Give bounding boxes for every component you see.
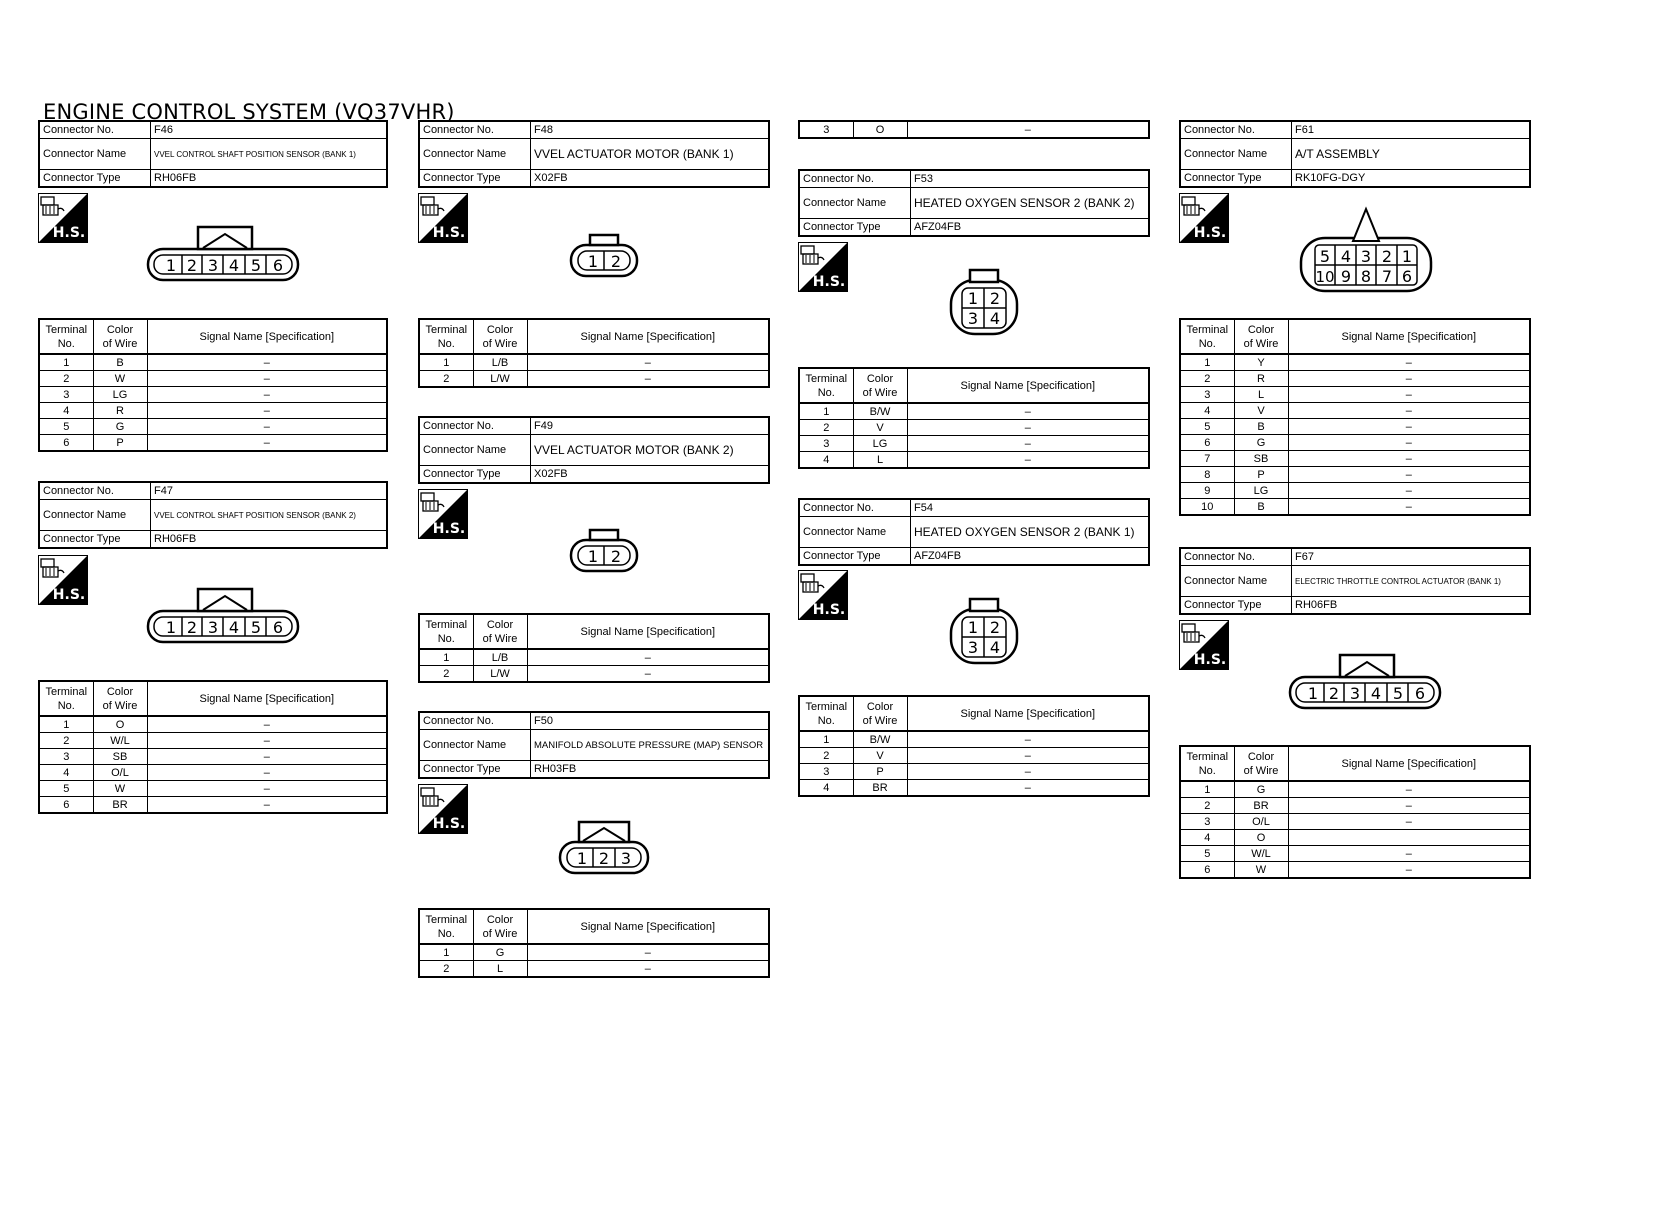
wire-color-cell: O/L bbox=[1234, 814, 1288, 830]
wire-color-cell: LG bbox=[93, 387, 147, 403]
harness-side-icon bbox=[798, 570, 848, 620]
pin-label: 7 bbox=[1381, 267, 1393, 286]
wire-color-cell: Y bbox=[1234, 354, 1288, 371]
table-row bbox=[799, 121, 1149, 138]
pin-label: 5 bbox=[1319, 247, 1331, 266]
page-title: ENGINE CONTROL SYSTEM (VQ37VHR) bbox=[43, 100, 455, 124]
table-row bbox=[1180, 467, 1530, 483]
wire-color-cell: L/B bbox=[473, 354, 527, 371]
terminal-no-cell: 6 bbox=[1180, 862, 1234, 879]
signal-name-cell: – bbox=[527, 961, 769, 978]
signal-name-cell: – bbox=[147, 733, 387, 749]
terminal-no-cell: 3 bbox=[1180, 387, 1234, 403]
terminal-no-cell: 3 bbox=[39, 749, 93, 765]
pin-label: 6 bbox=[1414, 684, 1426, 703]
table-row bbox=[39, 371, 387, 387]
terminal-no-cell: 1 bbox=[1180, 781, 1234, 798]
pin-label: 4 bbox=[1370, 684, 1382, 703]
pin-label: 3 bbox=[620, 849, 632, 868]
connector-face-f50 bbox=[557, 817, 653, 877]
terminal-no-cell: 2 bbox=[39, 371, 93, 387]
terminal-no-cell: 4 bbox=[799, 452, 853, 469]
signal-name-cell: – bbox=[147, 716, 387, 733]
terminal-no-cell: 4 bbox=[39, 765, 93, 781]
pin-label: 2 bbox=[610, 252, 622, 271]
pin-label: 5 bbox=[1392, 684, 1404, 703]
connector-no: F67 bbox=[1292, 548, 1531, 566]
connector-info-f61: Connector No. F61 Connector Name A/T ASSEMBLY Connector Type RK10FG-DGY bbox=[1179, 120, 1531, 188]
terminal-no-cell: 4 bbox=[1180, 403, 1234, 419]
hs-badge-label: H.S. bbox=[432, 816, 466, 832]
terminal-no-cell: 3 bbox=[799, 121, 853, 138]
signal-name-cell: – bbox=[147, 354, 387, 371]
table-row bbox=[1180, 371, 1530, 387]
signal-name-cell: – bbox=[907, 780, 1149, 797]
terminal-no-cell: 4 bbox=[39, 403, 93, 419]
pin-label: 3 bbox=[967, 638, 979, 657]
connector-face-f67 bbox=[1287, 652, 1447, 712]
signal-name-cell: – bbox=[1288, 387, 1530, 403]
terminal-table-f46: Terminal No. Color of Wire Signal Name [Specification] 1 B – 2 W – 3 LG – 4 R – 5 G – 6 P – bbox=[38, 318, 388, 452]
hs-badge-label: H.S. bbox=[52, 225, 86, 241]
terminal-no-cell: 7 bbox=[1180, 451, 1234, 467]
terminal-no-cell: 2 bbox=[419, 666, 473, 683]
table-row bbox=[1180, 499, 1530, 516]
terminal-no-cell: 1 bbox=[419, 649, 473, 666]
connector-no: F53 bbox=[911, 170, 1150, 188]
pin-label: 3 bbox=[1360, 247, 1372, 266]
connector-name: VVEL CONTROL SHAFT POSITION SENSOR (BANK 2) bbox=[151, 500, 388, 531]
signal-name-cell: – bbox=[527, 944, 769, 961]
table-row bbox=[419, 961, 769, 978]
connector-no: F50 bbox=[531, 712, 770, 730]
table-row bbox=[1180, 403, 1530, 419]
table-row bbox=[1180, 451, 1530, 467]
wire-color-cell: W bbox=[93, 371, 147, 387]
wire-color-cell: L bbox=[473, 961, 527, 978]
wire-color-cell: O bbox=[1234, 830, 1288, 846]
signal-name-cell: – bbox=[907, 764, 1149, 780]
table-row bbox=[39, 733, 387, 749]
pin-label: 2 bbox=[1381, 247, 1393, 266]
table-row bbox=[39, 749, 387, 765]
signal-name-cell: – bbox=[1288, 798, 1530, 814]
wire-color-cell: SB bbox=[1234, 451, 1288, 467]
connector-info-f49: Connector No. F49 Connector Name VVEL ACTUATOR MOTOR (BANK 2) Connector Type X02FB bbox=[418, 416, 770, 484]
pin-label: 4 bbox=[989, 309, 1001, 328]
signal-name-cell: – bbox=[147, 781, 387, 797]
terminal-no-cell: 2 bbox=[1180, 371, 1234, 387]
table-row bbox=[419, 354, 769, 371]
signal-name-cell: – bbox=[527, 354, 769, 371]
terminal-no-cell: 1 bbox=[799, 731, 853, 748]
pin-label: 4 bbox=[228, 256, 240, 275]
pin-label: 3 bbox=[207, 618, 219, 637]
table-row bbox=[39, 716, 387, 733]
pin-label: 2 bbox=[186, 256, 198, 275]
terminal-no-cell: 9 bbox=[1180, 483, 1234, 499]
wire-color-cell: P bbox=[1234, 467, 1288, 483]
connector-info-f50: Connector No. F50 Connector Name MANIFOLD ABSOLUTE PRESSURE (MAP) SENSOR Connector Type RH03FB bbox=[418, 711, 770, 779]
wire-color-cell: W/L bbox=[93, 733, 147, 749]
wire-color-cell: O bbox=[93, 716, 147, 733]
table-row bbox=[799, 420, 1149, 436]
harness-side-icon bbox=[418, 784, 468, 834]
harness-side-icon bbox=[798, 242, 848, 292]
pin-label: 1 bbox=[576, 849, 588, 868]
wire-color-cell: BR bbox=[1234, 798, 1288, 814]
pin-label: 3 bbox=[207, 256, 219, 275]
hs-badge-label: H.S. bbox=[1193, 652, 1227, 668]
signal-name-cell: – bbox=[907, 731, 1149, 748]
connector-info-f46: Connector No. F46 Connector Name VVEL CONTROL SHAFT POSITION SENSOR (BANK 1) Connector Type RH06FB bbox=[38, 120, 388, 188]
wire-color-cell: R bbox=[1234, 371, 1288, 387]
connector-type: RH06FB bbox=[1292, 597, 1531, 615]
table-row bbox=[799, 731, 1149, 748]
connector-info-f47: Connector No. F47 Connector Name VVEL CONTROL SHAFT POSITION SENSOR (BANK 2) Connector Type RH06FB bbox=[38, 481, 388, 549]
signal-name-cell: – bbox=[527, 666, 769, 683]
wire-color-cell: BR bbox=[93, 797, 147, 814]
terminal-no-cell: 5 bbox=[39, 781, 93, 797]
signal-name-cell: – bbox=[527, 649, 769, 666]
signal-name-cell: – bbox=[907, 436, 1149, 452]
harness-side-icon bbox=[418, 193, 468, 243]
signal-name-cell: – bbox=[147, 435, 387, 452]
connector-name: HEATED OXYGEN SENSOR 2 (BANK 2) bbox=[911, 188, 1150, 219]
terminal-no-cell: 1 bbox=[419, 354, 473, 371]
terminal-no-cell: 2 bbox=[799, 420, 853, 436]
terminal-no-cell: 5 bbox=[1180, 846, 1234, 862]
table-row bbox=[419, 944, 769, 961]
table-row bbox=[419, 666, 769, 683]
wire-color-cell: G bbox=[1234, 435, 1288, 451]
connector-info-f67: Connector No. F67 Connector Name ELECTRIC THROTTLE CONTROL ACTUATOR (BANK 1) Connector Type RH06FB bbox=[1179, 547, 1531, 615]
terminal-table-f50: Terminal No. Color of Wire Signal Name [Specification] 1 G – 2 L – bbox=[418, 908, 770, 978]
signal-name-cell: – bbox=[1288, 371, 1530, 387]
wire-color-cell: L/B bbox=[473, 649, 527, 666]
pin-label: 10 bbox=[1315, 268, 1335, 286]
signal-name-cell: – bbox=[527, 371, 769, 388]
connector-name: ELECTRIC THROTTLE CONTROL ACTUATOR (BANK 1) bbox=[1292, 566, 1531, 597]
connector-type: RH06FB bbox=[151, 170, 388, 188]
signal-name-cell: – bbox=[1288, 499, 1530, 516]
pin-label: 2 bbox=[989, 618, 1001, 637]
table-row bbox=[799, 780, 1149, 797]
signal-name-cell: – bbox=[907, 420, 1149, 436]
connector-face-f47 bbox=[145, 586, 305, 646]
wire-color-cell: B/W bbox=[853, 731, 907, 748]
wire-color-cell: LG bbox=[1234, 483, 1288, 499]
connector-name: VVEL CONTROL SHAFT POSITION SENSOR (BANK 1) bbox=[151, 139, 388, 170]
table-row bbox=[39, 765, 387, 781]
table-row bbox=[1180, 814, 1530, 830]
pin-label: 4 bbox=[228, 618, 240, 637]
connector-type: X02FB bbox=[531, 466, 770, 484]
pin-label: 1 bbox=[967, 289, 979, 308]
terminal-no-cell: 1 bbox=[419, 944, 473, 961]
table-row bbox=[39, 419, 387, 435]
connector-info-f53: Connector No. F53 Connector Name HEATED OXYGEN SENSOR 2 (BANK 2) Connector Type AFZ04FB bbox=[798, 169, 1150, 237]
table-row bbox=[799, 403, 1149, 420]
table-row bbox=[1180, 387, 1530, 403]
table-row bbox=[799, 748, 1149, 764]
pin-label: 1 bbox=[165, 618, 177, 637]
terminal-no-cell: 4 bbox=[799, 780, 853, 797]
connector-name: HEATED OXYGEN SENSOR 2 (BANK 1) bbox=[911, 517, 1150, 548]
signal-name-cell: – bbox=[1288, 814, 1530, 830]
table-row bbox=[39, 435, 387, 452]
signal-name-cell: – bbox=[1288, 862, 1530, 879]
pin-label: 1 bbox=[967, 618, 979, 637]
pin-label: 1 bbox=[587, 252, 599, 271]
wire-color-cell: V bbox=[1234, 403, 1288, 419]
terminal-no-cell: 3 bbox=[39, 387, 93, 403]
table-row bbox=[1180, 798, 1530, 814]
signal-name-cell: – bbox=[147, 403, 387, 419]
pin-label: 2 bbox=[610, 547, 622, 566]
terminal-no-cell: 5 bbox=[39, 419, 93, 435]
connector-type: X02FB bbox=[531, 170, 770, 188]
hs-badge-label: H.S. bbox=[812, 274, 846, 290]
terminal-no-cell: 1 bbox=[39, 716, 93, 733]
wire-color-cell: G bbox=[473, 944, 527, 961]
wire-color-cell: LG bbox=[853, 436, 907, 452]
signal-name-cell: – bbox=[1288, 781, 1530, 798]
terminal-no-cell: 6 bbox=[39, 797, 93, 814]
pin-label: 8 bbox=[1360, 267, 1372, 286]
pin-label: 5 bbox=[250, 618, 262, 637]
wire-color-cell: B/W bbox=[853, 403, 907, 420]
signal-name-cell: – bbox=[1288, 435, 1530, 451]
signal-name-cell: – bbox=[147, 419, 387, 435]
connector-no: F61 bbox=[1292, 121, 1531, 139]
table-row bbox=[1180, 354, 1530, 371]
terminal-no-cell: 1 bbox=[799, 403, 853, 420]
signal-name-cell: – bbox=[907, 121, 1149, 138]
terminal-table-f50-continued bbox=[798, 120, 1150, 139]
terminal-table-f53: Terminal No. Color of Wire Signal Name [Specification] 1 B/W – 2 V – 3 LG – 4 L – bbox=[798, 367, 1150, 469]
connector-face-f46 bbox=[145, 224, 305, 284]
signal-name-cell: – bbox=[1288, 419, 1530, 435]
table-row bbox=[419, 649, 769, 666]
table-row bbox=[1180, 846, 1530, 862]
pin-label: 1 bbox=[1401, 247, 1413, 266]
table-row bbox=[39, 354, 387, 371]
terminal-table-f67: Terminal No. Color of Wire Signal Name [Specification] 1 G – 2 BR – 3 O/L – 4 O 5 W/L – 6 W – bbox=[1179, 745, 1531, 879]
harness-side-icon bbox=[418, 489, 468, 539]
connector-no: F54 bbox=[911, 499, 1150, 517]
terminal-no-cell: 2 bbox=[419, 371, 473, 388]
terminal-no-cell: 3 bbox=[799, 436, 853, 452]
wire-color-cell: P bbox=[93, 435, 147, 452]
signal-name-cell: – bbox=[1288, 483, 1530, 499]
connector-name: VVEL ACTUATOR MOTOR (BANK 1) bbox=[531, 139, 770, 170]
connector-face-f48 bbox=[568, 232, 642, 280]
connector-no: F49 bbox=[531, 417, 770, 435]
harness-side-icon bbox=[1179, 193, 1229, 243]
wire-color-cell: G bbox=[93, 419, 147, 435]
pin-label: 1 bbox=[1307, 684, 1319, 703]
connector-info-f48: Connector No. F48 Connector Name VVEL ACTUATOR MOTOR (BANK 1) Connector Type X02FB bbox=[418, 120, 770, 188]
terminal-table-f49: Terminal No. Color of Wire Signal Name [Specification] 1 L/B – 2 L/W – bbox=[418, 613, 770, 683]
terminal-table-f47: Terminal No. Color of Wire Signal Name [Specification] 1 O – 2 W/L – 3 SB – 4 O/L – 5 W – 6 BR – bbox=[38, 680, 388, 814]
wire-color-cell: G bbox=[1234, 781, 1288, 798]
hs-badge-label: H.S. bbox=[52, 587, 86, 603]
terminal-table-f48: Terminal No. Color of Wire Signal Name [Specification] 1 L/B – 2 L/W – bbox=[418, 318, 770, 388]
pin-label: 6 bbox=[272, 256, 284, 275]
connector-no: F46 bbox=[151, 121, 388, 139]
signal-name-cell: – bbox=[147, 765, 387, 781]
wire-color-cell: SB bbox=[93, 749, 147, 765]
signal-name-cell: – bbox=[1288, 403, 1530, 419]
connector-name: A/T ASSEMBLY bbox=[1292, 139, 1531, 170]
table-row bbox=[1180, 419, 1530, 435]
signal-name-cell: – bbox=[147, 797, 387, 814]
connector-type: RK10FG-DGY bbox=[1292, 170, 1531, 188]
terminal-no-cell: 3 bbox=[1180, 814, 1234, 830]
harness-side-icon bbox=[1179, 620, 1229, 670]
signal-name-cell: – bbox=[907, 403, 1149, 420]
table-row bbox=[1180, 483, 1530, 499]
signal-name-cell: – bbox=[1288, 467, 1530, 483]
terminal-table-f54: Terminal No. Color of Wire Signal Name [Specification] 1 B/W – 2 V – 3 P – 4 BR – bbox=[798, 695, 1150, 797]
hs-badge-label: H.S. bbox=[432, 225, 466, 241]
table-row bbox=[39, 797, 387, 814]
wire-color-cell: L/W bbox=[473, 371, 527, 388]
wire-color-cell: V bbox=[853, 420, 907, 436]
pin-label: 2 bbox=[598, 849, 610, 868]
pin-label: 4 bbox=[989, 638, 1001, 657]
signal-name-cell: – bbox=[147, 387, 387, 403]
pin-label: 2 bbox=[989, 289, 1001, 308]
wire-color-cell: B bbox=[1234, 499, 1288, 516]
terminal-no-cell: 8 bbox=[1180, 467, 1234, 483]
table-row bbox=[39, 403, 387, 419]
terminal-no-cell: 4 bbox=[1180, 830, 1234, 846]
table-row bbox=[1180, 830, 1530, 846]
terminal-no-cell: 2 bbox=[419, 961, 473, 978]
pin-label: 9 bbox=[1340, 267, 1352, 286]
connector-type: AFZ04FB bbox=[911, 548, 1150, 566]
terminal-table-f61: Terminal No. Color of Wire Signal Name [Specification] 1 Y – 2 R – 3 L – 4 V – 5 B – 6 G – 7 SB – 8 P – 9 LG – 10 B – bbox=[1179, 318, 1531, 516]
harness-side-icon bbox=[38, 555, 88, 605]
signal-name-cell: – bbox=[1288, 451, 1530, 467]
pin-label: 2 bbox=[1328, 684, 1340, 703]
wire-color-cell: O bbox=[853, 121, 907, 138]
signal-name-cell bbox=[1288, 830, 1530, 846]
terminal-no-cell: 1 bbox=[39, 354, 93, 371]
wire-color-cell: B bbox=[1234, 419, 1288, 435]
connector-face-f54 bbox=[948, 595, 1022, 667]
terminal-no-cell: 2 bbox=[1180, 798, 1234, 814]
harness-side-icon bbox=[38, 193, 88, 243]
table-row bbox=[799, 452, 1149, 469]
hs-badge-label: H.S. bbox=[1193, 225, 1227, 241]
pin-label: 4 bbox=[1340, 247, 1352, 266]
wire-color-cell: W bbox=[93, 781, 147, 797]
signal-name-cell: – bbox=[147, 749, 387, 765]
wire-color-cell: L bbox=[1234, 387, 1288, 403]
wire-color-cell: O/L bbox=[93, 765, 147, 781]
connector-type: RH03FB bbox=[531, 761, 770, 779]
table-row bbox=[799, 436, 1149, 452]
signal-name-cell: – bbox=[907, 452, 1149, 469]
terminal-no-cell: 2 bbox=[799, 748, 853, 764]
wire-color-cell: L bbox=[853, 452, 907, 469]
wire-color-cell: V bbox=[853, 748, 907, 764]
pin-label: 1 bbox=[165, 256, 177, 275]
hs-badge-label: H.S. bbox=[812, 602, 846, 618]
pin-label: 5 bbox=[250, 256, 262, 275]
table-row bbox=[39, 781, 387, 797]
pin-label: 6 bbox=[272, 618, 284, 637]
pin-label: 3 bbox=[967, 309, 979, 328]
connector-info-f54: Connector No. F54 Connector Name HEATED OXYGEN SENSOR 2 (BANK 1) Connector Type AFZ04FB bbox=[798, 498, 1150, 566]
hs-badge-label: H.S. bbox=[432, 521, 466, 537]
wire-color-cell: BR bbox=[853, 780, 907, 797]
wire-color-cell: R bbox=[93, 403, 147, 419]
pin-label: 6 bbox=[1401, 267, 1413, 286]
pin-label: 3 bbox=[1349, 684, 1361, 703]
table-row bbox=[39, 387, 387, 403]
pin-label: 2 bbox=[186, 618, 198, 637]
connector-no: F48 bbox=[531, 121, 770, 139]
terminal-no-cell: 10 bbox=[1180, 499, 1234, 516]
connector-type: RH06FB bbox=[151, 531, 388, 549]
terminal-no-cell: 6 bbox=[39, 435, 93, 452]
wire-color-cell: W bbox=[1234, 862, 1288, 879]
connector-name: VVEL ACTUATOR MOTOR (BANK 2) bbox=[531, 435, 770, 466]
signal-name-cell: – bbox=[147, 371, 387, 387]
connector-type: AFZ04FB bbox=[911, 219, 1150, 237]
table-row bbox=[799, 764, 1149, 780]
table-row bbox=[1180, 781, 1530, 798]
connector-face-f49 bbox=[568, 527, 642, 575]
signal-name-cell: – bbox=[907, 748, 1149, 764]
terminal-no-cell: 3 bbox=[799, 764, 853, 780]
table-row bbox=[419, 371, 769, 388]
table-row bbox=[1180, 435, 1530, 451]
connector-name: MANIFOLD ABSOLUTE PRESSURE (MAP) SENSOR bbox=[531, 730, 770, 761]
connector-face-f61 bbox=[1298, 205, 1436, 295]
connector-no: F47 bbox=[151, 482, 388, 500]
terminal-no-cell: 2 bbox=[39, 733, 93, 749]
wire-color-cell: B bbox=[93, 354, 147, 371]
wire-color-cell: W/L bbox=[1234, 846, 1288, 862]
wire-color-cell: L/W bbox=[473, 666, 527, 683]
signal-name-cell: – bbox=[1288, 846, 1530, 862]
terminal-no-cell: 1 bbox=[1180, 354, 1234, 371]
terminal-no-cell: 5 bbox=[1180, 419, 1234, 435]
pin-label: 1 bbox=[587, 547, 599, 566]
wire-color-cell: P bbox=[853, 764, 907, 780]
table-row bbox=[1180, 862, 1530, 879]
terminal-no-cell: 6 bbox=[1180, 435, 1234, 451]
signal-name-cell: – bbox=[1288, 354, 1530, 371]
connector-face-f53 bbox=[948, 266, 1022, 338]
